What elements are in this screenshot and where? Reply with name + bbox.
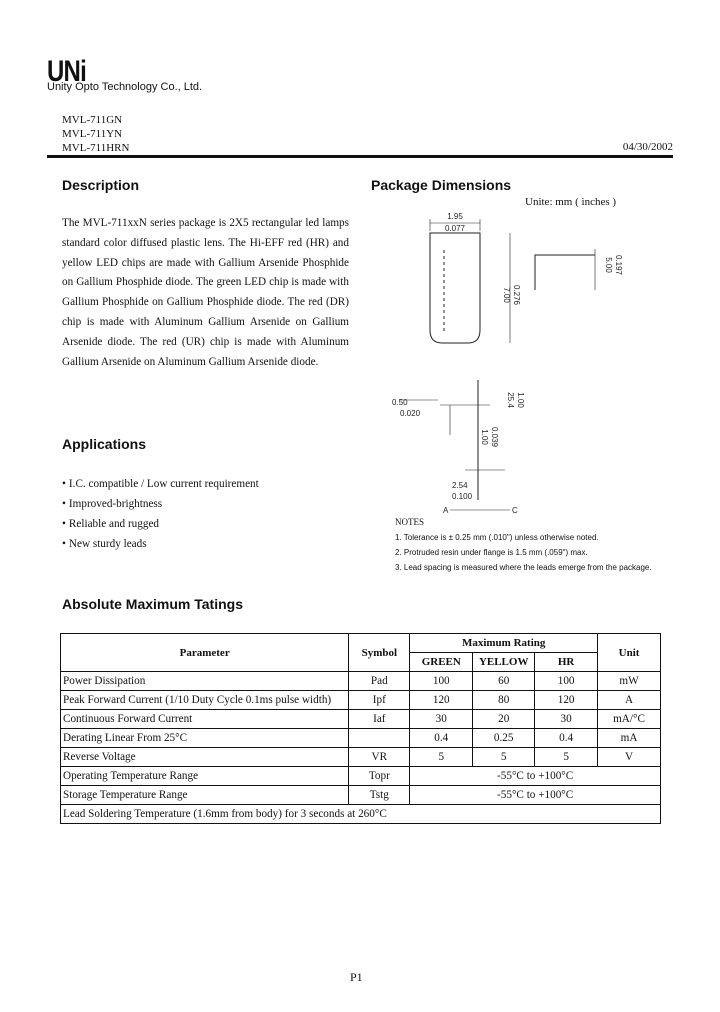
header-divider [47, 155, 673, 158]
anode-label: A [443, 506, 449, 515]
cell-yellow: 60 [473, 672, 535, 691]
header-max-rating: Maximum Rating [410, 634, 598, 653]
cell-unit: mA [598, 729, 661, 748]
cell-green: 120 [410, 691, 473, 710]
list-item: • Reliable and rugged [62, 514, 259, 534]
table-row [61, 748, 661, 767]
led-body-front [430, 233, 480, 343]
cell-symbol: Iaf [349, 710, 410, 729]
package-drawing [380, 205, 680, 515]
list-item: • Improved-brightness [62, 494, 259, 514]
company-name: Unity Opto Technology Co., Ltd. [47, 81, 203, 93]
note-line: 2. Protruded resin under flange is 1.5 mm (.059") max. [395, 548, 588, 557]
header-yellow: YELLOW [473, 653, 535, 672]
cell-range: -55°C to +100°C [410, 786, 661, 805]
header-unit: Unit [598, 634, 661, 672]
applications-list [62, 474, 259, 554]
cell-yellow: 5 [473, 748, 535, 767]
description-text: The MVL-711xxN series package is 2X5 rectangular led lamps standard color diffused plastic lens. The Hi-EFF red (HR) and yellow LED chips are made with Gallium Arsenide Phosphide on Gallium Phosphide diode. The green LED chip is made with Gallium Phosphide on Gallium Phosphide diode. The red (DR) chip is made with Aluminum Gallium Arsenide on Gallium Arsenide diode. The red (UR) chip is made with Aluminum Gallium Arsenide on Aluminum Gallium Arsenide diode. [62, 217, 349, 368]
note-line: 3. Lead spacing is measured where the leads emerge from the package. [395, 563, 652, 572]
lead-spacing-mm-label: 0.50 [392, 398, 408, 407]
cell-yellow: 80 [473, 691, 535, 710]
table-row [61, 691, 661, 710]
cell-symbol [349, 729, 410, 748]
side-in-label: 0.197 [614, 254, 623, 276]
notes-title: NOTES [395, 517, 424, 527]
cell-hr: 120 [535, 691, 598, 710]
cell-unit: V [598, 748, 661, 767]
page-number: P1 [350, 970, 363, 984]
cell-parameter: Peak Forward Current (1/10 Duty Cycle 0.1ms pulse width) [61, 691, 349, 710]
width-in-label: 0.077 [444, 224, 466, 233]
cell-parameter: Storage Temperature Range [61, 786, 349, 805]
pitch-in-label: 0.100 [452, 492, 473, 501]
cell-yellow: 20 [473, 710, 535, 729]
model-number: MVL-711HRN [62, 142, 130, 154]
header-green: GREEN [410, 653, 473, 672]
cell-parameter: Derating Linear From 25°C [61, 729, 349, 748]
flange-mm-label: 1.00 [480, 429, 489, 445]
pitch-mm-label: 2.54 [452, 481, 468, 490]
cell-symbol: Topr [349, 767, 410, 786]
document-date: 04/30/2002 [622, 141, 673, 153]
model-list [62, 113, 129, 155]
table-row [61, 805, 661, 824]
company-logo: UNi [47, 55, 86, 88]
cell-symbol: Ipf [349, 691, 410, 710]
lead-length-in-label: 1.00 [516, 392, 525, 408]
flange-in-label: 0.039 [490, 426, 499, 448]
notes-block [395, 515, 652, 575]
cell-green: 0.4 [410, 729, 473, 748]
height-mm-label: 7.00 [502, 287, 511, 303]
cell-yellow: 0.25 [473, 729, 535, 748]
ratings-table [60, 633, 661, 824]
table-row [61, 729, 661, 748]
description-heading: Description [62, 177, 140, 193]
cell-symbol: VR [349, 748, 410, 767]
cell-parameter: Operating Temperature Range [61, 767, 349, 786]
cell-hr: 100 [535, 672, 598, 691]
cell-unit: mW [598, 672, 661, 691]
cell-symbol: Pad [349, 672, 410, 691]
height-in-label: 0.276 [512, 284, 521, 306]
cell-hr: 30 [535, 710, 598, 729]
header-symbol: Symbol [349, 634, 410, 672]
table-header-row [61, 634, 661, 653]
cell-green: 100 [410, 672, 473, 691]
side-mm-label: 5.00 [604, 257, 613, 273]
cell-hr: 5 [535, 748, 598, 767]
table-row [61, 767, 661, 786]
lead-length-mm-label: 25.4 [506, 392, 515, 408]
width-mm-label: 1.95 [447, 212, 463, 221]
list-item: • I.C. compatible / Low current requirement [62, 474, 259, 494]
cell-green: 30 [410, 710, 473, 729]
cell-parameter: Power Dissipation [61, 672, 349, 691]
cathode-label: C [512, 506, 518, 515]
list-item: • New sturdy leads [62, 534, 259, 554]
cell-parameter: Continuous Forward Current [61, 710, 349, 729]
cell-hr: 0.4 [535, 729, 598, 748]
led-body-side [535, 255, 595, 290]
model-number: MVL-711YN [62, 128, 123, 140]
cell-solder-note: Lead Soldering Temperature (1.6mm from body) for 3 seconds at 260°C [61, 805, 661, 824]
applications-heading: Applications [62, 436, 147, 452]
header-parameter: Parameter [61, 634, 349, 672]
cell-unit: mA/°C [598, 710, 661, 729]
cell-green: 5 [410, 748, 473, 767]
header-hr: HR [535, 653, 598, 672]
table-row [61, 710, 661, 729]
table-row [61, 786, 661, 805]
table-row [61, 672, 661, 691]
lead-spacing-in-label: 0.020 [400, 409, 421, 418]
model-number: MVL-711GN [62, 114, 123, 126]
note-line: 1. Tolerance is ± 0.25 mm (.010") unless otherwise noted. [395, 533, 599, 542]
cell-symbol: Tstg [349, 786, 410, 805]
cell-parameter: Reverse Voltage [61, 748, 349, 767]
cell-unit: A [598, 691, 661, 710]
cell-range: -55°C to +100°C [410, 767, 661, 786]
package-heading: Package Dimensions [371, 177, 512, 193]
units-note: Unite: mm ( inches ) [525, 196, 617, 208]
ratings-heading: Absolute Maximum Tatings [62, 596, 243, 612]
